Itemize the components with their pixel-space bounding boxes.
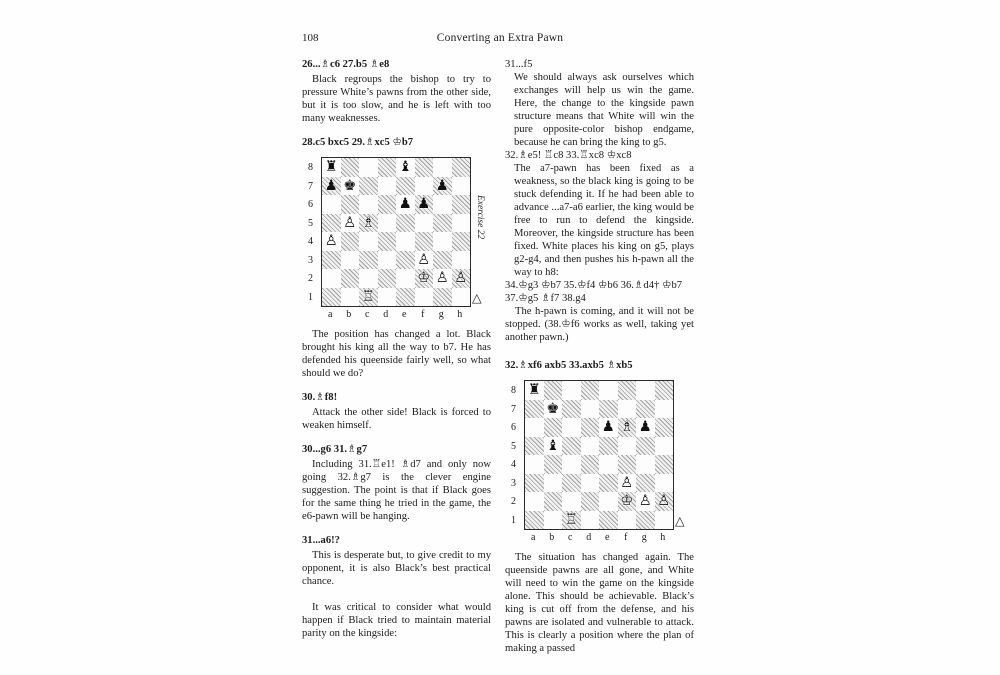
square-e1 <box>599 511 618 530</box>
file-label: g <box>438 309 444 320</box>
square-e3 <box>396 251 415 270</box>
move-heading: 31...a6!? <box>302 535 340 546</box>
variation-moves: 32.♗e5! ♖c8 33.♖xc8 ♔xc8 <box>505 150 632 161</box>
square-f2: ♔ <box>618 492 637 511</box>
file-label: d <box>383 309 389 320</box>
square-c1: ♖ <box>359 288 378 307</box>
square-h1 <box>452 288 471 307</box>
paragraph: Attack the other side! Black is forced to weaken himself. <box>302 407 491 431</box>
square-g3 <box>636 474 655 493</box>
rank-label: 6 <box>308 199 313 210</box>
square-c2 <box>359 269 378 288</box>
square-d3 <box>378 251 397 270</box>
square-f7 <box>618 400 637 419</box>
square-d8 <box>378 158 397 177</box>
square-f8 <box>415 158 434 177</box>
square-c4 <box>359 232 378 251</box>
square-d4 <box>378 232 397 251</box>
square-b3 <box>341 251 360 270</box>
rank-label: 2 <box>511 496 516 507</box>
rank-labels <box>511 380 524 530</box>
square-d6 <box>581 418 600 437</box>
rank-label: 5 <box>511 440 516 452</box>
rank-labels <box>308 157 321 307</box>
variation-moves: 34.♔g3 ♔b7 35.♔f4 ♔b6 36.♗d4† ♔b7 37.♔g5 ♗f7 38.g4 <box>505 280 683 304</box>
square-f2: ♔ <box>415 269 434 288</box>
square-c5 <box>562 437 581 456</box>
chess-board <box>524 380 674 530</box>
square-f4 <box>415 232 434 251</box>
square-c7 <box>562 400 581 419</box>
square-a8: ♜ <box>324 159 338 175</box>
rank-label: 4 <box>511 459 516 470</box>
square-g3 <box>433 251 452 270</box>
square-h3 <box>655 474 674 493</box>
square-e1 <box>396 288 415 307</box>
paragraph: It was critical to consider what would happen if Black tried to maintain material parity on the kingside: <box>302 602 491 639</box>
file-label: f <box>624 532 628 543</box>
chess-diagram-1 <box>308 157 490 321</box>
exercise-label: Exercise 22 <box>475 195 485 240</box>
square-f4 <box>618 455 637 474</box>
file-label: f <box>421 309 425 320</box>
square-b6 <box>544 418 563 437</box>
square-h1 <box>655 511 674 530</box>
square-a3 <box>525 474 544 493</box>
white-to-move-triangle: △ <box>472 290 482 305</box>
square-c6 <box>359 195 378 214</box>
variation-paragraph: The a7-pawn has been fixed as a weakness, so the black king is going to be stuck defending it. If he had been able to advance ...a7-a6 earlier, the king would be free to run to defend the kingside. Moreover, the kingside structure has been fixed. White places his king on g5, plays g2-g4, and then pushes his h-pawn all the way to h8: <box>514 163 694 278</box>
square-c4 <box>562 455 581 474</box>
square-h2: ♙ <box>655 492 674 511</box>
square-a5 <box>525 437 544 456</box>
rank-label: 5 <box>308 217 313 229</box>
square-e5 <box>396 214 415 233</box>
square-g1 <box>433 288 452 307</box>
rank-label: 2 <box>308 273 313 284</box>
white-to-move-triangle: △ <box>675 513 685 528</box>
square-h6 <box>655 418 674 437</box>
square-f1 <box>618 511 637 530</box>
square-e6: ♟ <box>398 196 412 212</box>
chess-board <box>321 157 471 307</box>
square-b7: ♚ <box>343 177 357 194</box>
square-a6 <box>322 195 341 214</box>
square-c2 <box>562 492 581 511</box>
paragraph: This is desperate but, to give credit to my opponent, it is also Black’s best practical chance. <box>302 550 491 587</box>
square-a4: ♙ <box>324 233 338 249</box>
file-label: e <box>605 532 610 543</box>
square-c3 <box>359 251 378 270</box>
square-b1 <box>544 511 563 530</box>
file-labels <box>321 307 490 321</box>
square-e2 <box>396 269 415 288</box>
page-number: 108 <box>302 32 319 44</box>
square-d6 <box>378 195 397 214</box>
square-f1 <box>415 288 434 307</box>
square-b6 <box>341 195 360 214</box>
square-d4 <box>581 455 600 474</box>
square-g8 <box>636 381 655 400</box>
square-a2 <box>322 269 341 288</box>
rank-label: 7 <box>308 180 313 192</box>
square-e8 <box>599 381 618 400</box>
file-labels <box>524 530 693 544</box>
paragraph: Including 31.♖e1! ♗d7 and only now going 32.♗g7 is the clever engine suggestion. The point is that if Black goes for the same thing he tried in the game, the e6-pawn will be hanging. <box>302 459 491 522</box>
square-d8 <box>581 381 600 400</box>
square-c7 <box>359 177 378 196</box>
rank-label: 3 <box>511 477 516 489</box>
square-h4 <box>655 455 674 474</box>
file-label: b <box>346 309 352 320</box>
square-h7 <box>452 177 471 196</box>
square-f5 <box>618 437 637 456</box>
chess-diagram-2 <box>511 380 693 544</box>
square-a2 <box>525 492 544 511</box>
square-d3 <box>581 474 600 493</box>
file-label: e <box>402 309 407 320</box>
move-heading: 26...♗c6 27.b5 ♗e8 <box>302 59 390 70</box>
square-d7 <box>581 400 600 419</box>
rank-label: 1 <box>308 291 313 303</box>
rank-label: 1 <box>511 514 516 526</box>
file-label: h <box>660 532 666 543</box>
left-column <box>302 58 491 640</box>
square-d5 <box>378 214 397 233</box>
variation-moves: 31...f5 <box>505 59 533 70</box>
file-label: h <box>457 309 463 320</box>
square-e7 <box>396 177 415 196</box>
square-f3: ♙ <box>417 251 431 268</box>
square-b2 <box>544 492 563 511</box>
square-h6 <box>452 195 471 214</box>
file-label: g <box>641 532 647 543</box>
square-c8 <box>562 381 581 400</box>
square-d2 <box>581 492 600 511</box>
square-f3: ♙ <box>620 474 634 491</box>
rank-label: 8 <box>511 385 516 396</box>
square-a5 <box>322 214 341 233</box>
rank-label: 4 <box>308 236 313 247</box>
square-e2 <box>599 492 618 511</box>
square-g4 <box>636 455 655 474</box>
square-h8 <box>655 381 674 400</box>
square-g2: ♙ <box>435 270 449 286</box>
rank-label: 3 <box>308 254 313 266</box>
square-f6: ♗ <box>618 418 637 437</box>
square-f6: ♟ <box>415 195 434 214</box>
square-c3 <box>562 474 581 493</box>
square-c8 <box>359 158 378 177</box>
move-heading: 30...g6 31.♗g7 <box>302 444 368 455</box>
file-label: c <box>365 309 370 320</box>
square-d2 <box>378 269 397 288</box>
square-d1 <box>378 288 397 307</box>
page-title: Converting an Extra Pawn <box>436 32 564 44</box>
square-g7: ♟ <box>433 177 452 196</box>
square-b3 <box>544 474 563 493</box>
square-e4 <box>396 232 415 251</box>
square-h5 <box>655 437 674 456</box>
square-g6: ♟ <box>638 419 652 435</box>
square-f5 <box>415 214 434 233</box>
square-a6 <box>525 418 544 437</box>
square-b8 <box>341 158 360 177</box>
square-f8 <box>618 381 637 400</box>
square-a4 <box>525 455 544 474</box>
square-d7 <box>378 177 397 196</box>
square-c5: ♗ <box>359 214 378 233</box>
square-a8: ♜ <box>527 382 541 398</box>
square-a7 <box>525 400 544 419</box>
file-label: d <box>586 532 592 543</box>
square-g6 <box>433 195 452 214</box>
square-g5 <box>433 214 452 233</box>
square-h5 <box>452 214 471 233</box>
square-a1 <box>525 511 544 530</box>
square-g1 <box>636 511 655 530</box>
square-e5 <box>599 437 618 456</box>
square-c1: ♖ <box>562 511 581 530</box>
move-heading: 32.♗xf6 axb5 33.axb5 ♗xb5 <box>505 360 633 371</box>
square-b5: ♙ <box>343 214 357 231</box>
square-h4 <box>452 232 471 251</box>
square-g7 <box>636 400 655 419</box>
move-heading: 30.♗f8! <box>302 392 338 403</box>
rank-label: 7 <box>511 403 516 415</box>
file-label: c <box>568 532 573 543</box>
paragraph: The situation has changed again. The queenside pawns are all gone, and White will need to win the game on the kingside alone. This should be achievable. Black’s king is cut off from the defense, and his pawns are isolated and vulnerable to attack. This is clearly a position where the plan of making a passed <box>505 552 694 654</box>
square-g8 <box>433 158 452 177</box>
square-f7 <box>415 177 434 196</box>
square-e4 <box>599 455 618 474</box>
square-e3 <box>599 474 618 493</box>
square-g4 <box>433 232 452 251</box>
square-d5 <box>581 437 600 456</box>
paragraph: The position has changed a lot. Black brought his king all the way to b7. He has defended his queenside fairly well, so what should we do? <box>302 329 491 379</box>
square-e7 <box>599 400 618 419</box>
paragraph: The h-pawn is coming, and it will not be stopped. (38.♔f6 works as well, taking yet another pawn.) <box>505 306 694 343</box>
file-label: b <box>549 532 555 543</box>
square-b2 <box>341 269 360 288</box>
variation-paragraph: We should always ask ourselves which exchanges will help us win the game. Here, the change to the kingside pawn structure means that White will win the pure opposite-color bishop endgame, because he can bring the king to g5. <box>514 72 694 148</box>
move-heading: 28.c5 bxc5 29.♗xc5 ♔b7 <box>302 137 414 148</box>
square-c6 <box>562 418 581 437</box>
rank-label: 8 <box>308 162 313 173</box>
square-e8: ♝ <box>398 159 412 175</box>
square-b4 <box>341 232 360 251</box>
square-g2: ♙ <box>638 493 652 509</box>
square-e6: ♟ <box>601 419 615 435</box>
square-b5: ♝ <box>546 437 560 454</box>
square-h3 <box>452 251 471 270</box>
square-a1 <box>322 288 341 307</box>
square-h8 <box>452 158 471 177</box>
square-d1 <box>581 511 600 530</box>
square-a7: ♟ <box>322 177 341 196</box>
square-b4 <box>544 455 563 474</box>
square-h7 <box>655 400 674 419</box>
file-label: a <box>328 309 333 320</box>
square-a3 <box>322 251 341 270</box>
square-b7: ♚ <box>546 400 560 417</box>
paragraph: Black regroups the bishop to try to pressure White’s pawns from the other side, but it is too slow, and he is left with too many weaknesses. <box>302 74 491 124</box>
square-b1 <box>341 288 360 307</box>
square-b8 <box>544 381 563 400</box>
right-column <box>505 58 694 655</box>
square-h2: ♙ <box>452 269 471 288</box>
square-g5 <box>636 437 655 456</box>
file-label: a <box>531 532 536 543</box>
rank-label: 6 <box>511 422 516 433</box>
